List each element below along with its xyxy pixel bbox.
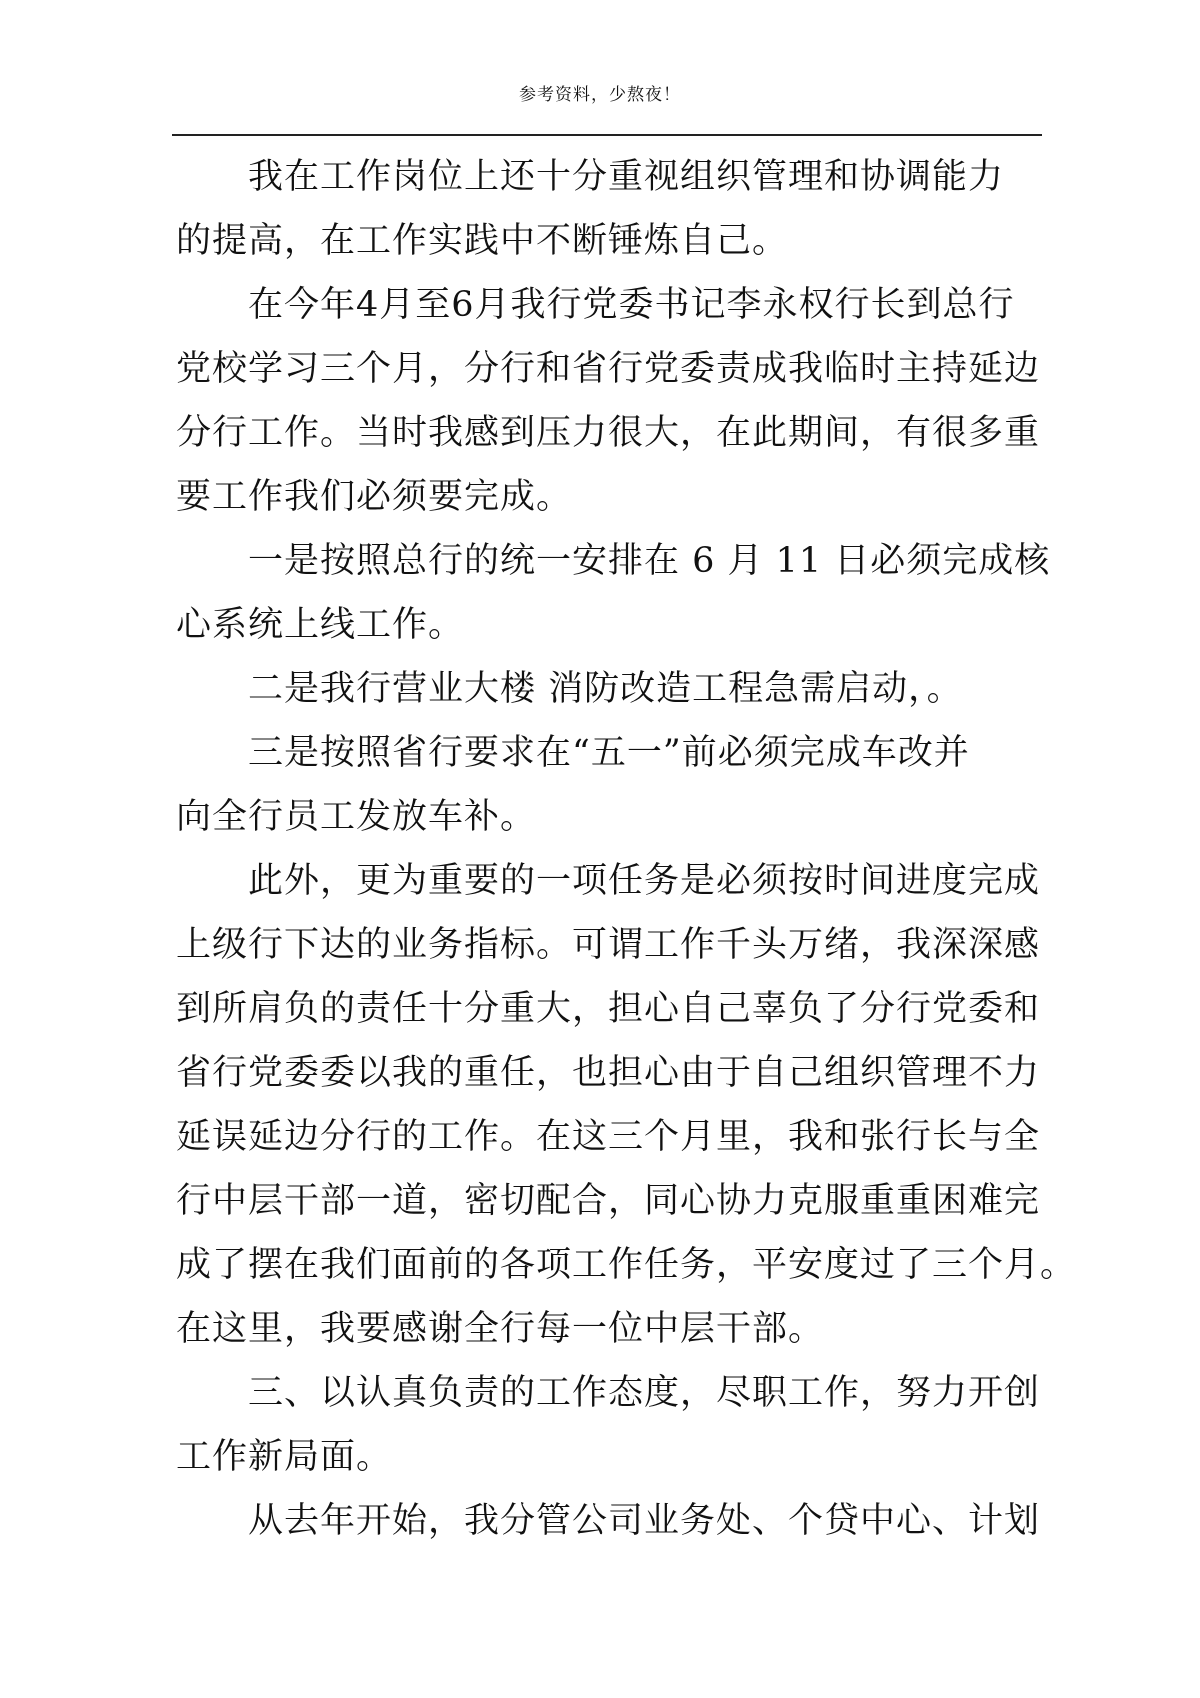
paragraph-line-19: 在这里，我要感谢全行每一位中层干部。 <box>176 1309 825 1349</box>
paragraph-line-10: 三是按照省行要求在“五一”前必须完成车改并 <box>248 733 970 773</box>
paragraph-line-06: 要工作我们必须要完成。 <box>176 477 573 517</box>
header-divider <box>172 134 1042 136</box>
page-header: 参考资料，少熬夜！ <box>519 85 681 105</box>
paragraph-line-07: 一是按照总行的统一安排在 6 月 11 日必须完成核 <box>248 541 1051 581</box>
paragraph-line-15: 省行党委委以我的重任，也担心由于自己组织管理不力 <box>176 1053 1041 1093</box>
document-body <box>176 145 1076 1553</box>
paragraph-line-20: 三、以认真负责的工作态度，尽职工作，努力开创 <box>248 1373 1041 1413</box>
paragraph-line-05: 分行工作。当时我感到压力很大，在此期间，有很多重 <box>176 413 1041 453</box>
paragraph-line-22: 从去年开始，我分管公司业务处、个贷中心、计划 <box>248 1501 1041 1541</box>
paragraph-line-17: 行中层干部一道，密切配合，同心协力克服重重困难完 <box>176 1181 1041 1221</box>
paragraph-line-03: 在今年4月至6月我行党委书记李永权行长到总行 <box>248 285 1015 325</box>
paragraph-line-21: 工作新局面。 <box>176 1437 393 1477</box>
paragraph-line-04: 党校学习三个月，分行和省行党委责成我临时主持延边 <box>176 349 1041 389</box>
paragraph-line-01: 我在工作岗位上还十分重视组织管理和协调能力 <box>248 157 1005 197</box>
paragraph-line-02: 的提高，在工作实践中不断锤炼自己。 <box>176 221 789 261</box>
paragraph-line-14: 到所肩负的责任十分重大，担心自己辜负了分行党委和 <box>176 989 1041 1029</box>
paragraph-line-13: 上级行下达的业务指标。可谓工作千头万绪，我深深感 <box>176 925 1041 965</box>
paragraph-line-09: 二是我行营业大楼 消防改造工程急需启动，。 <box>248 669 963 709</box>
paragraph-line-08: 心系统上线工作。 <box>176 605 465 645</box>
paragraph-line-16: 延误延边分行的工作。在这三个月里，我和张行长与全 <box>176 1117 1041 1157</box>
paragraph-line-18: 成了摆在我们面前的各项工作任务，平安度过了三个月。 <box>176 1245 1077 1285</box>
paragraph-line-12: 此外，更为重要的一项任务是必须按时间进度完成 <box>248 861 1041 901</box>
paragraph-line-11: 向全行员工发放车补。 <box>176 797 537 837</box>
